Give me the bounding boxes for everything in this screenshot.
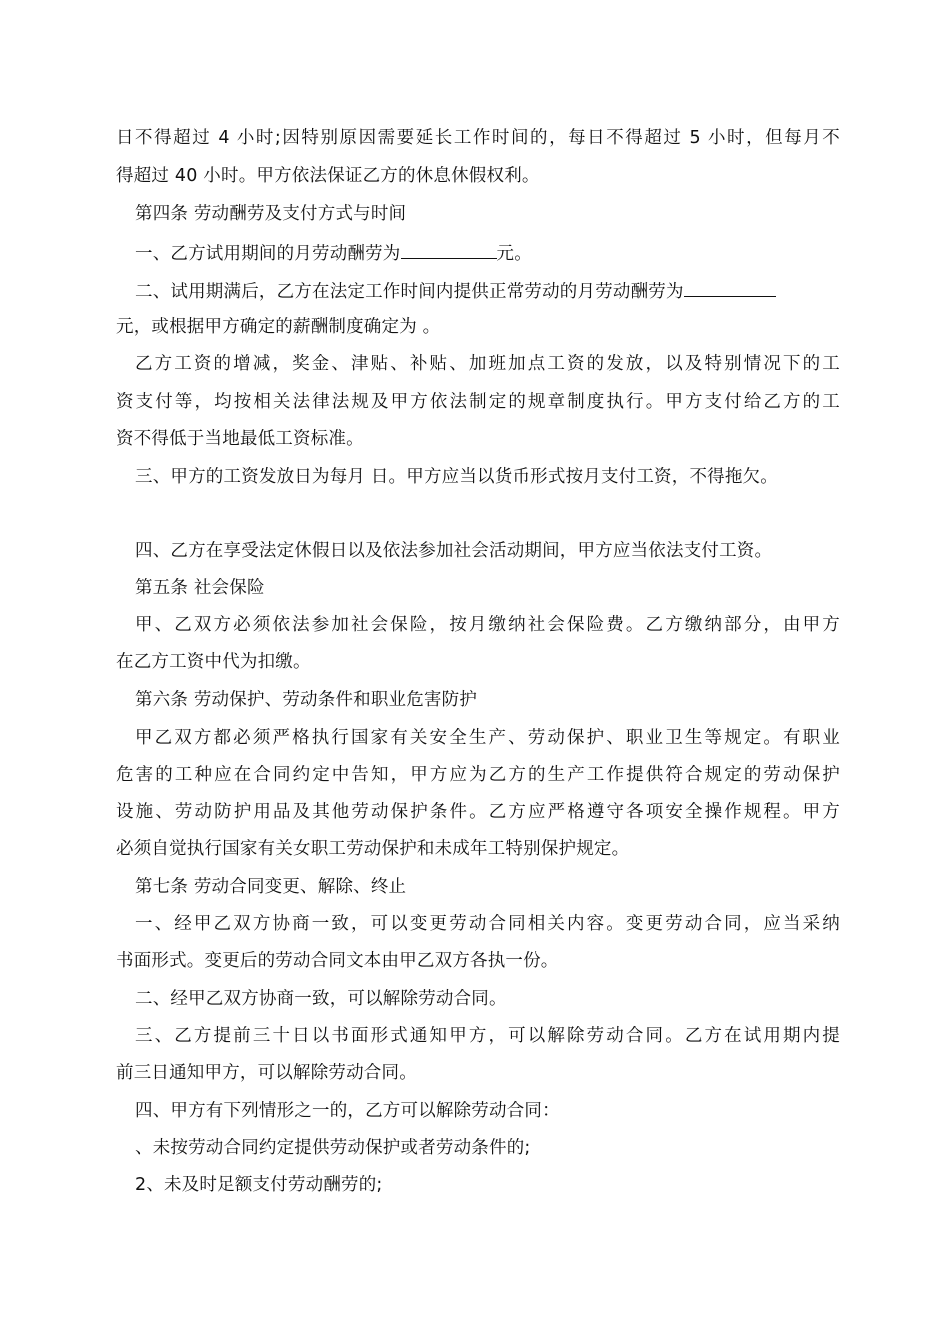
text-line	[135, 280, 840, 302]
text-line: 得超过 40 小时。甲方依法保证乙方的休息休假权利。	[116, 166, 540, 186]
text-line: 元，或根据甲方确定的薪酬制度确定为 。	[116, 317, 441, 337]
text-line: 资不得低于当地最低工资标准。	[116, 429, 364, 449]
blank-line	[401, 242, 497, 259]
text-line: 乙方工资的增减，奖金、津贴、补贴、加班加点工资的发放，以及特别情况下的工	[135, 354, 840, 374]
text-line: 三、甲方的工资发放日为每月 日。甲方应当以货币形式按月支付工资，不得拖欠。	[135, 467, 778, 487]
text-line: 设施、劳动防护用品及其他劳动保护条件。乙方应严格遵守各项安全操作规程。甲方	[116, 802, 840, 822]
text-line: 三、乙方提前三十日以书面形式通知甲方，可以解除劳动合同。乙方在试用期内提	[135, 1026, 840, 1046]
section-heading: 第四条 劳动酬劳及支付方式与时间	[135, 204, 407, 224]
section-heading: 第七条 劳动合同变更、解除、终止	[135, 877, 407, 897]
line-text: 一、乙方试用期间的月劳动酬劳为	[135, 244, 401, 264]
line-text: 二、试用期满后，乙方在法定工作时间内提供正常劳动的月劳动酬劳为	[135, 282, 684, 302]
text-line: 甲、乙双方必须依法参加社会保险，按月缴纳社会保险费。乙方缴纳部分，由甲方	[135, 615, 840, 635]
text-line: 必须自觉执行国家有关女职工劳动保护和未成年工特别保护规定。	[116, 839, 630, 859]
text-line: 前三日通知甲方，可以解除劳动合同。	[116, 1063, 417, 1083]
section-heading: 第六条 劳动保护、劳动条件和职业危害防护	[135, 690, 478, 710]
text-line: 危害的工种应在合同约定中告知，甲方应为乙方的生产工作提供符合规定的劳动保护	[116, 765, 840, 785]
section-heading: 第五条 社会保险	[135, 578, 265, 598]
text-line: 甲乙双方都必须严格执行国家有关安全生产、劳动保护、职业卫生等规定。有职业	[135, 728, 840, 748]
list-item: 、未按劳动合同约定提供劳动保护或者劳动条件的;	[135, 1138, 531, 1158]
text-line: 一、经甲乙双方协商一致，可以变更劳动合同相关内容。变更劳动合同，应当采纳	[135, 914, 840, 934]
text-line: 在乙方工资中代为扣缴。	[116, 652, 311, 672]
text-line: 四、乙方在享受法定休假日以及依法参加社会活动期间，甲方应当依法支付工资。	[135, 541, 773, 561]
text-line: 书面形式。变更后的劳动合同文本由甲乙双方各执一份。	[116, 951, 559, 971]
text-line: 资支付等，均按相关法律法规及甲方依法制定的规章制度执行。甲方支付给乙方的工	[116, 392, 840, 412]
text-line: 四、甲方有下列情形之一的，乙方可以解除劳动合同：	[135, 1101, 560, 1121]
text-line	[135, 242, 859, 264]
list-item: 2、未及时足额支付劳动酬劳的;	[135, 1175, 383, 1195]
line-text: 元。	[496, 244, 532, 264]
text-line: 日不得超过 4 小时;因特别原因需要延长工作时间的，每日不得超过 5 小时，但每月不	[116, 128, 840, 148]
blank-line	[684, 280, 776, 297]
text-line: 二、经甲乙双方协商一致，可以解除劳动合同。	[135, 989, 507, 1009]
